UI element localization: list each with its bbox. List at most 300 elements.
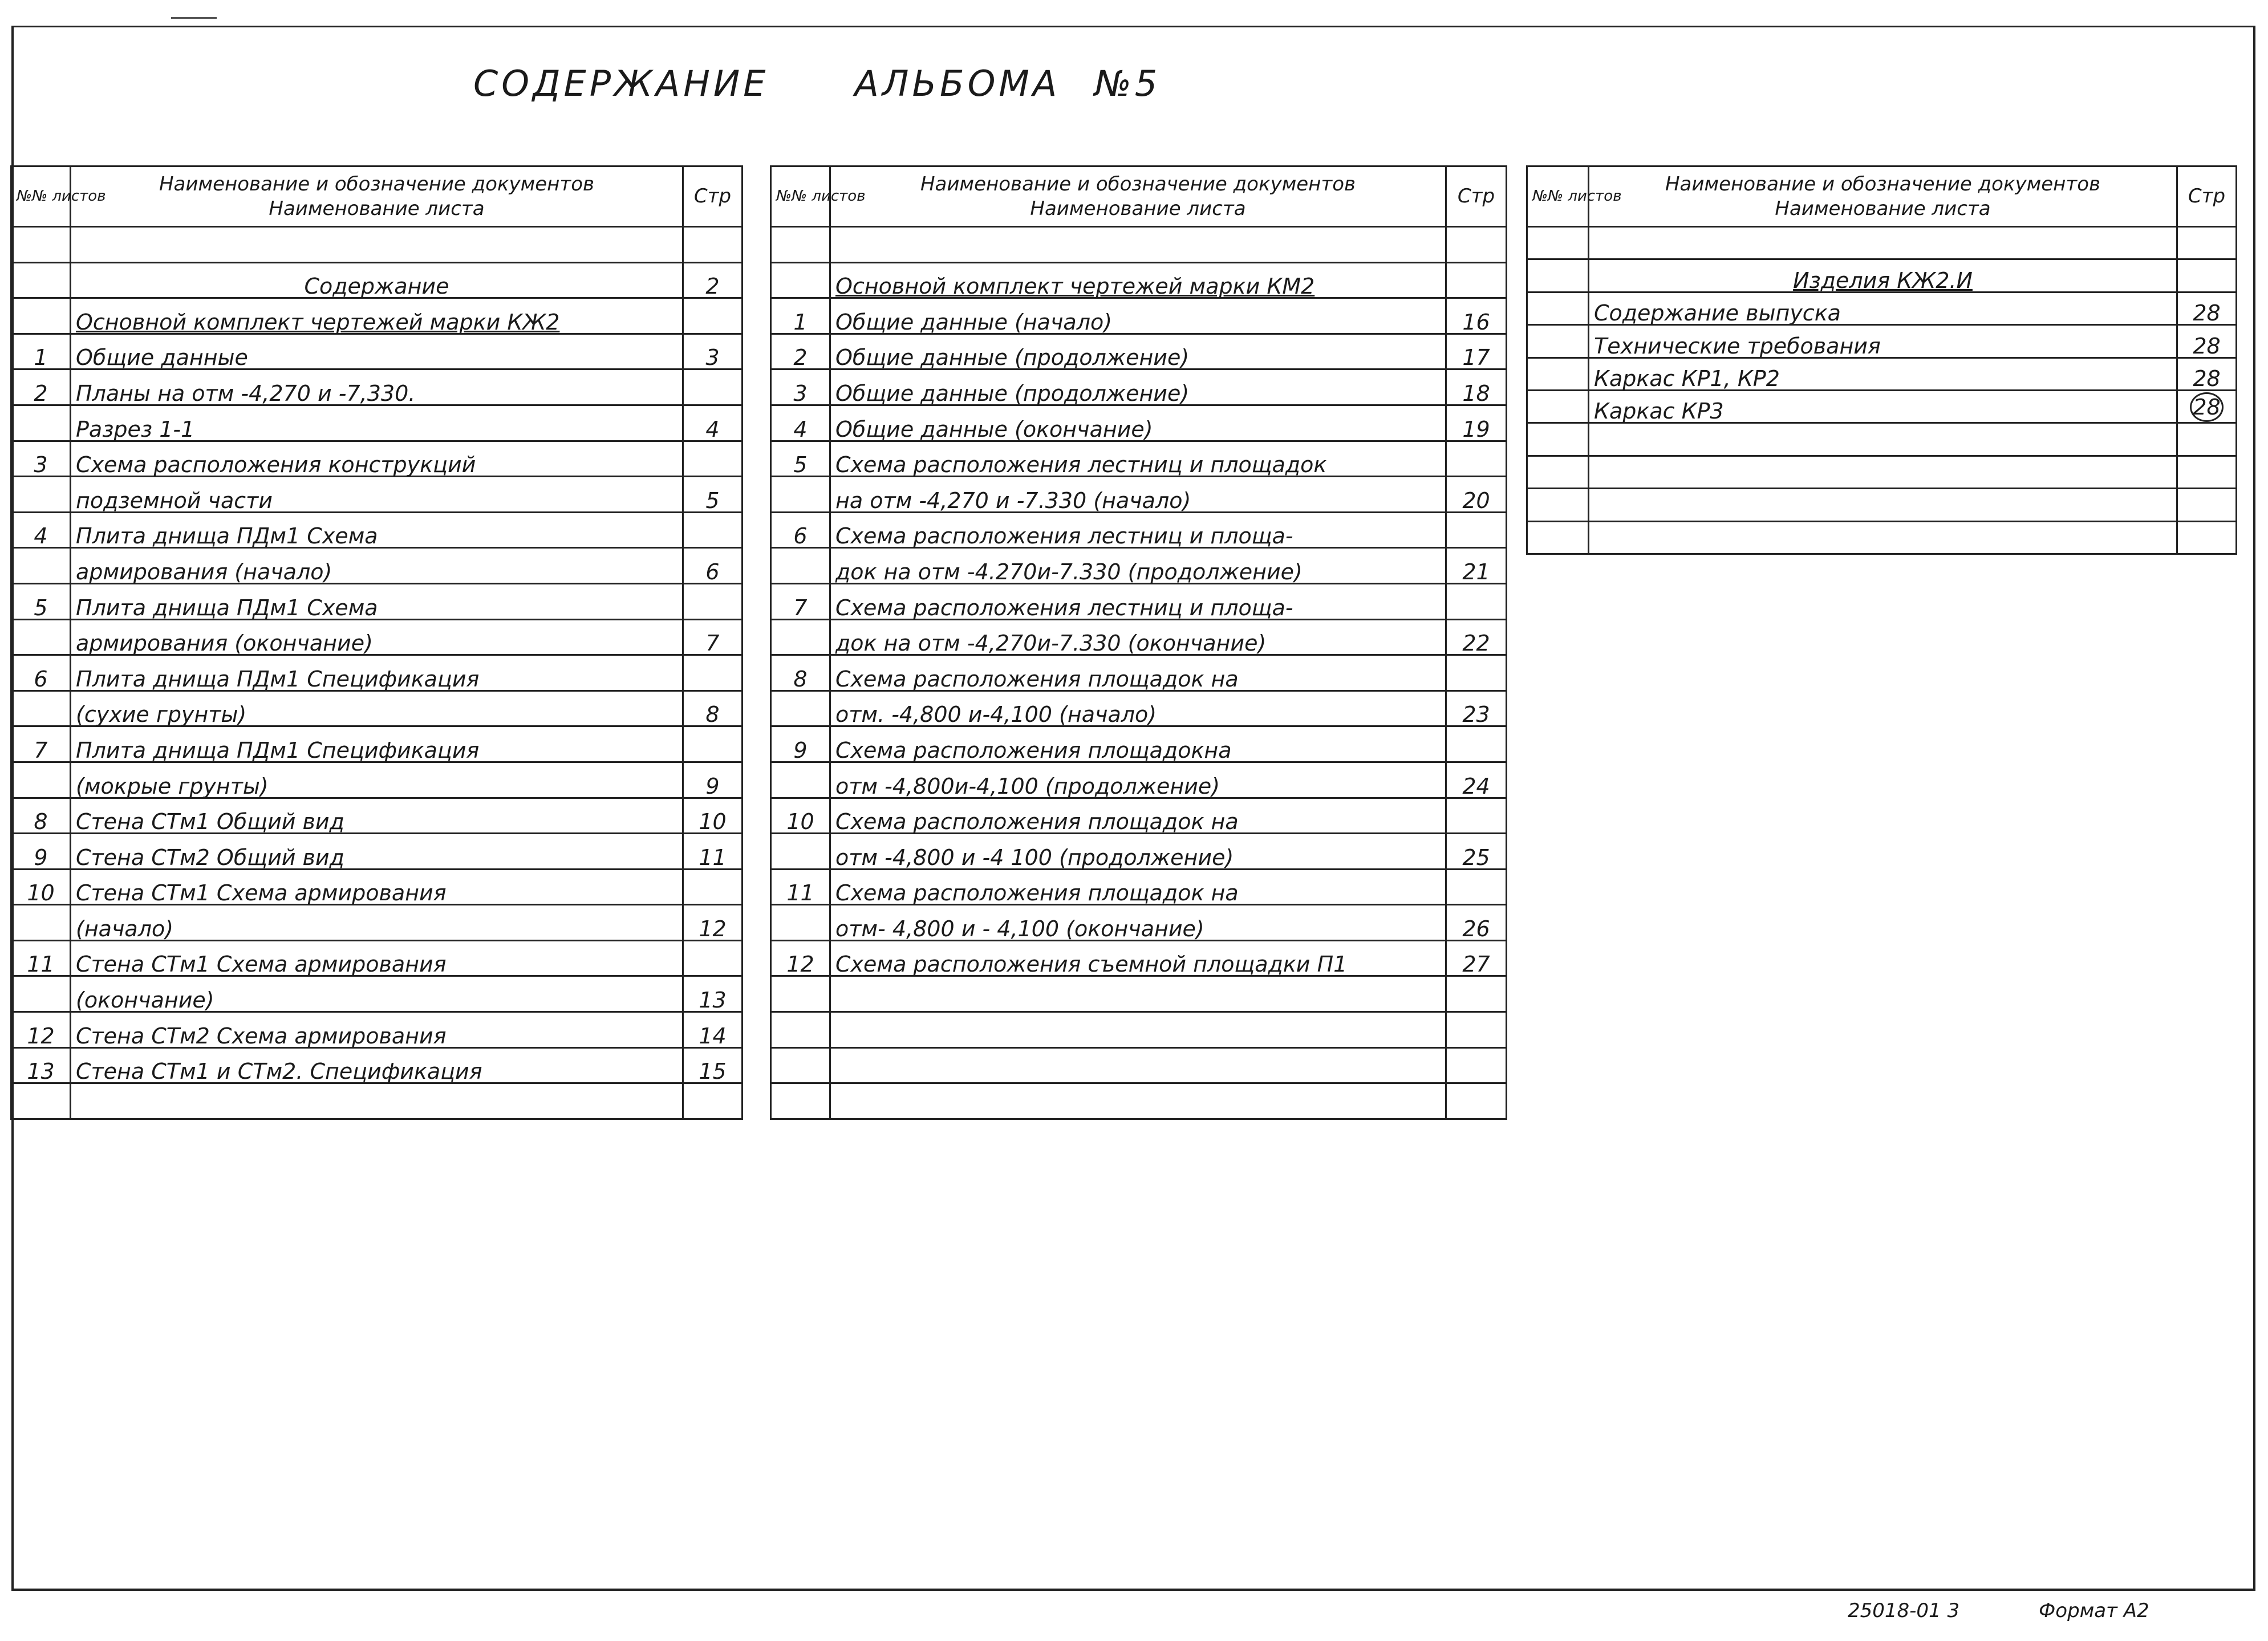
page-number: 17	[1462, 345, 1490, 371]
page-number-cell	[1446, 1047, 1507, 1083]
sheet-number	[1527, 489, 1589, 521]
sheet-title-cell	[1589, 456, 2177, 488]
page-number: 28	[2193, 365, 2221, 391]
contents-table-items	[1526, 165, 2237, 555]
table-header	[1527, 166, 2237, 227]
sheet-number: 4	[11, 512, 71, 548]
page-number-cell	[1446, 1012, 1507, 1048]
sheet-title: Стена СТм1 Схема армирования	[76, 880, 447, 906]
page-number-cell	[683, 690, 743, 726]
sheet-title-cell	[71, 655, 683, 691]
sheet-title: Схема расположения площадок на	[835, 880, 1239, 906]
page-number: 22	[1462, 631, 1490, 656]
sheet-number: 4	[771, 405, 830, 441]
page-number-cell	[683, 512, 743, 548]
table-row	[11, 1083, 743, 1119]
page-number-cell	[1446, 655, 1507, 691]
header-document-name	[71, 166, 683, 227]
sheet-title-cell	[71, 405, 683, 441]
page-number: 11	[699, 844, 727, 870]
table-row	[11, 512, 743, 548]
page-number: 8	[705, 702, 720, 728]
table-row	[771, 583, 1507, 619]
page-number-cell	[1446, 976, 1507, 1012]
table-row	[771, 976, 1507, 1012]
sheet-title: армирования (начало)	[76, 559, 332, 584]
sheet-number: 11	[771, 869, 830, 905]
page-number: 12	[699, 916, 727, 941]
header-name-line-2: Наименование листа	[1775, 197, 1991, 220]
sheet-title-cell	[71, 690, 683, 726]
sheet-number	[771, 1083, 830, 1119]
sheet-title: (начало)	[76, 916, 174, 941]
sheet-title-cell	[830, 441, 1446, 477]
sheet-number	[1527, 259, 1589, 292]
sheet-title: Стена СТм2 Общий вид	[76, 844, 344, 870]
page-number: 7	[705, 631, 720, 656]
sheet-number: 1	[11, 334, 71, 369]
page-number-cell	[1446, 690, 1507, 726]
page-number-cell	[2177, 259, 2237, 292]
edge-mark	[171, 17, 217, 19]
contents-table-km2	[770, 165, 1507, 1120]
table-row	[11, 1047, 743, 1083]
table-header	[11, 166, 743, 227]
table-row	[1527, 259, 2237, 292]
table-row	[1527, 390, 2237, 423]
sheet-title: армирования (окончание)	[76, 631, 373, 656]
sheet-number	[771, 619, 830, 655]
table-row	[11, 976, 743, 1012]
sheet-title-cell	[71, 1047, 683, 1083]
sheet-title-cell	[830, 655, 1446, 691]
sheet-title: Общие данные	[76, 345, 248, 371]
table-row	[771, 548, 1507, 584]
page-number-cell	[2177, 227, 2237, 259]
sheet-number: 10	[11, 869, 71, 905]
sheet-title-cell	[71, 726, 683, 762]
page-number: 21	[1462, 559, 1490, 584]
sheet-title-cell	[830, 940, 1446, 976]
header-name-line-2: Наименование листа	[269, 197, 485, 220]
page-number: 24	[1462, 773, 1490, 799]
page-title	[473, 63, 1161, 104]
table-row	[771, 1083, 1507, 1119]
sheet-number	[11, 1083, 71, 1119]
table-row	[11, 1012, 743, 1048]
page-number-cell	[1446, 869, 1507, 905]
sheet-title-cell	[71, 548, 683, 584]
page-number-cell	[683, 619, 743, 655]
sheet-title: Схема расположения площадок на	[835, 809, 1239, 835]
sheet-title: Основной комплект чертежей марки КЖ2	[76, 309, 560, 335]
sheet-title: Основной комплект чертежей марки КМ2	[835, 274, 1315, 299]
table-row	[771, 441, 1507, 477]
header-page: Стр	[1446, 166, 1507, 227]
sheet-title-cell	[71, 512, 683, 548]
page-number-cell	[1446, 441, 1507, 477]
sheet-number	[771, 477, 830, 513]
table-row	[771, 512, 1507, 548]
table-row	[771, 940, 1507, 976]
page-number-cell	[683, 762, 743, 798]
page-number-cell	[683, 334, 743, 369]
page-number-cell	[1446, 405, 1507, 441]
page-number-cell	[1446, 227, 1507, 263]
page-number-cell	[1446, 905, 1507, 941]
table-row	[11, 369, 743, 405]
sheet-number: 9	[11, 834, 71, 870]
page-number: 2	[705, 274, 720, 299]
page-number-cell	[683, 548, 743, 584]
title-part-1: СОДЕРЖАНИЕ	[473, 63, 769, 104]
sheet-number: 10	[771, 798, 830, 834]
sheet-title: (сухие грунты)	[76, 702, 247, 728]
table-row	[11, 548, 743, 584]
table-row	[11, 726, 743, 762]
table-row	[771, 869, 1507, 905]
page-number: 27	[1462, 952, 1490, 977]
sheet-title: отм -4,800и-4,100 (продолжение)	[835, 773, 1220, 799]
table-header	[771, 166, 1507, 227]
sheet-title-cell	[830, 477, 1446, 513]
sheet-number	[11, 298, 71, 334]
table-row	[771, 334, 1507, 369]
page-number-cell	[683, 940, 743, 976]
table-row	[11, 798, 743, 834]
sheet-number	[11, 976, 71, 1012]
sheet-title: Каркас КР3	[1594, 399, 1724, 424]
sheet-title: (мокрые грунты)	[76, 773, 269, 799]
sheet-title: Стена СТм1 Схема армирования	[76, 952, 447, 977]
sheet-format: Формат А2	[2039, 1599, 2149, 1622]
page-number: 28	[2193, 300, 2221, 326]
table-row	[1527, 456, 2237, 488]
sheet-title: на отм -4,270 и -7.330 (начало)	[835, 488, 1191, 513]
sheet-title: отм- 4,800 и - 4,100 (окончание)	[835, 916, 1204, 941]
header-name-line-1: Наименование и обозначение документов	[1665, 173, 2101, 196]
table-row	[1527, 325, 2237, 358]
page-number-cell	[2177, 358, 2237, 390]
sheet-title: Стена СТм1 Общий вид	[76, 809, 344, 835]
page-number-cell	[1446, 619, 1507, 655]
page-number-cell	[683, 834, 743, 870]
sheet-title: Схема расположения лестниц и площа-	[835, 523, 1293, 549]
sheet-title-cell	[71, 798, 683, 834]
sheet-title-cell	[71, 369, 683, 405]
page-number: 6	[705, 559, 720, 584]
page-number: 18	[1462, 380, 1490, 406]
sheet-number	[771, 690, 830, 726]
table-row	[771, 655, 1507, 691]
table-row	[771, 298, 1507, 334]
header-page: Стр	[2177, 166, 2237, 227]
table-row	[1527, 521, 2237, 554]
sheet-title: Планы на отм -4,270 и -7,330.	[76, 380, 416, 406]
sheet-title-cell	[1589, 325, 2177, 358]
sheet-number	[771, 976, 830, 1012]
table-row	[771, 1047, 1507, 1083]
table-row	[771, 369, 1507, 405]
sheet-title: Плита днища ПДм1 Схема	[76, 523, 378, 549]
sheet-title: Общие данные (продолжение)	[835, 345, 1190, 371]
sheet-number: 8	[11, 798, 71, 834]
page-number-cell	[1446, 583, 1507, 619]
header-name-line-2: Наименование листа	[1030, 197, 1246, 220]
sheet-title: Схема расположения площадок на	[835, 666, 1239, 692]
table-row	[771, 905, 1507, 941]
sheet-number	[771, 262, 830, 298]
sheet-title-cell	[1589, 423, 2177, 456]
sheet-title-cell	[830, 548, 1446, 584]
sheet-number	[1527, 358, 1589, 390]
sheet-title-cell	[830, 227, 1446, 263]
sheet-title-cell	[71, 262, 683, 298]
sheet-title-cell	[830, 334, 1446, 369]
sheet-number: 8	[771, 655, 830, 691]
sheet-title: Стена СТм1 и СТм2. Спецификация	[76, 1059, 482, 1084]
sheet-number	[771, 1012, 830, 1048]
sheet-number: 2	[771, 334, 830, 369]
page-number-cell	[1446, 298, 1507, 334]
sheet-title-cell	[830, 726, 1446, 762]
sheet-title-cell	[830, 976, 1446, 1012]
table-row	[1527, 292, 2237, 324]
sheet-title: Содержание выпуска	[1594, 300, 1841, 326]
page-number-cell	[683, 726, 743, 762]
page-number-cell	[683, 976, 743, 1012]
table-row	[11, 477, 743, 513]
table-row	[1527, 489, 2237, 521]
sheet-title-cell	[830, 619, 1446, 655]
page-number: 10	[699, 809, 727, 835]
page-number-cell	[683, 655, 743, 691]
page-number-cell	[683, 1047, 743, 1083]
page-number-cell	[683, 298, 743, 334]
sheet-number	[1527, 227, 1589, 259]
sheet-number	[1527, 325, 1589, 358]
sheet-number	[771, 1047, 830, 1083]
title-part-2: АЛЬБОМА	[854, 63, 1061, 104]
page-number-cell	[683, 477, 743, 513]
sheet-title: док на отм -4,270и-7.330 (окончание)	[835, 631, 1267, 656]
table-row	[771, 1012, 1507, 1048]
table-row	[1527, 358, 2237, 390]
page-number-cell	[683, 262, 743, 298]
table-row	[771, 798, 1507, 834]
sheet-title: Общие данные (окончание)	[835, 416, 1153, 442]
page-number-cell	[1446, 726, 1507, 762]
page-number-cell	[683, 369, 743, 405]
page-number: 23	[1462, 702, 1490, 728]
sheet-number: 2	[11, 369, 71, 405]
sheet-title-cell	[1589, 390, 2177, 423]
sheet-number	[11, 405, 71, 441]
page-number-cell	[1446, 477, 1507, 513]
sheet-title-cell	[830, 262, 1446, 298]
sheet-number: 11	[11, 940, 71, 976]
sheet-number	[11, 619, 71, 655]
document-code: 25018-01 3	[1848, 1599, 1960, 1622]
page-number: 25	[1462, 844, 1490, 870]
sheet-title-cell	[71, 905, 683, 941]
header-name-line-1: Наименование и обозначение документов	[159, 173, 595, 196]
table-row	[11, 262, 743, 298]
sheet-title: Разрез 1-1	[76, 416, 195, 442]
table-row	[11, 583, 743, 619]
page-number-cell	[2177, 521, 2237, 554]
sheet-title-cell	[1589, 521, 2177, 554]
page-number-cell	[683, 869, 743, 905]
page-number: 16	[1462, 309, 1490, 335]
sheet-title-cell	[71, 441, 683, 477]
page-number: 19	[1462, 416, 1490, 442]
sheet-number	[11, 762, 71, 798]
page-number: 15	[699, 1059, 727, 1084]
sheet-title: (окончание)	[76, 988, 214, 1013]
page-number: 26	[1462, 916, 1490, 941]
table-row	[11, 298, 743, 334]
contents-table-kzh2	[10, 165, 743, 1120]
page-number: 14	[699, 1023, 727, 1049]
sheet-number	[11, 690, 71, 726]
sheet-title-cell	[71, 298, 683, 334]
sheet-title-cell	[830, 762, 1446, 798]
header-name-line-1: Наименование и обозначение документов	[920, 173, 1356, 196]
sheet-title-cell	[71, 1083, 683, 1119]
table-row	[11, 690, 743, 726]
sheet-number: 12	[11, 1012, 71, 1048]
table-row	[771, 619, 1507, 655]
page-number-cell	[683, 583, 743, 619]
sheet-number: 3	[771, 369, 830, 405]
title-part-3: №5	[1094, 63, 1161, 104]
sheet-number: 12	[771, 940, 830, 976]
page-number-cell	[2177, 423, 2237, 456]
page-number-cell	[2177, 456, 2237, 488]
sheet-title-cell	[1589, 489, 2177, 521]
sheet-title: Схема расположения съемной площадки П1	[835, 952, 1348, 977]
table-row	[771, 690, 1507, 726]
sheet-title-cell	[71, 1012, 683, 1048]
sheet-number	[1527, 292, 1589, 324]
table-row	[11, 405, 743, 441]
page-number-cell	[1446, 1083, 1507, 1119]
sheet-title-cell	[830, 798, 1446, 834]
sheet-number	[11, 548, 71, 584]
header-sheet-number: №№ листов	[771, 166, 830, 227]
sheet-title: Плита днища ПДм1 Спецификация	[76, 737, 480, 763]
sheet-number: 9	[771, 726, 830, 762]
sheet-number: 5	[11, 583, 71, 619]
sheet-title-cell	[830, 1047, 1446, 1083]
sheet-title-cell	[71, 834, 683, 870]
page-number-cell	[683, 1083, 743, 1119]
page-number-cell	[683, 1012, 743, 1048]
sheet-title-cell	[830, 583, 1446, 619]
header-document-name	[1589, 166, 2177, 227]
sheet-title-cell	[71, 227, 683, 263]
page-number-cell	[683, 441, 743, 477]
table-row	[1527, 227, 2237, 259]
sheet-title-cell	[1589, 227, 2177, 259]
page-number: 28	[2190, 392, 2223, 422]
page-number: 20	[1462, 488, 1490, 513]
sheet-number	[11, 227, 71, 263]
page-number-cell	[1446, 940, 1507, 976]
sheet-number	[11, 262, 71, 298]
page-number: 13	[699, 988, 727, 1013]
sheet-number: 6	[11, 655, 71, 691]
sheet-title-cell	[830, 512, 1446, 548]
sheet-title-cell	[1589, 358, 2177, 390]
sheet-number	[11, 477, 71, 513]
sheet-number: 6	[771, 512, 830, 548]
sheet-title-cell	[71, 762, 683, 798]
page-number-cell	[683, 905, 743, 941]
sheet-title-cell	[71, 976, 683, 1012]
table-row	[11, 655, 743, 691]
sheet-title: отм. -4,800 и-4,100 (начало)	[835, 702, 1157, 728]
sheet-title: Схема расположения лестниц и площа-	[835, 595, 1293, 620]
sheet-title: Содержание	[304, 274, 449, 299]
page-number-cell	[1446, 512, 1507, 548]
page-number: 4	[705, 416, 720, 442]
sheet-number	[1527, 521, 1589, 554]
sheet-title: Схема расположения конструкций	[76, 452, 476, 478]
table-row	[11, 940, 743, 976]
sheet-title-cell	[830, 1012, 1446, 1048]
page-number-cell	[1446, 334, 1507, 369]
page-number-cell	[2177, 390, 2237, 423]
sheet-title: Схема расположения лестниц и площадок	[835, 452, 1327, 478]
page-number-cell	[1446, 369, 1507, 405]
sheet-number: 5	[771, 441, 830, 477]
table-row	[11, 834, 743, 870]
sheet-title-cell	[71, 334, 683, 369]
sheet-title: Изделия КЖ2.И	[1793, 267, 1973, 293]
sheet-number: 7	[11, 726, 71, 762]
table-row	[771, 726, 1507, 762]
sheet-title-cell	[71, 869, 683, 905]
table-row	[771, 762, 1507, 798]
sheet-title: Стена СТм2 Схема армирования	[76, 1023, 447, 1049]
sheet-title-cell	[830, 298, 1446, 334]
header-document-name	[830, 166, 1446, 227]
page-number-cell	[683, 227, 743, 263]
sheet-title: Общие данные (продолжение)	[835, 380, 1190, 406]
header-sheet-number: №№ листов	[1527, 166, 1589, 227]
page-number-cell	[1446, 798, 1507, 834]
sheet-number	[771, 762, 830, 798]
table-row	[11, 869, 743, 905]
sheet-number	[771, 905, 830, 941]
sheet-number	[771, 548, 830, 584]
sheet-title: Каркас КР1, КР2	[1594, 365, 1780, 391]
sheet-title-cell	[830, 834, 1446, 870]
sheet-title-cell	[830, 369, 1446, 405]
sheet-number: 13	[11, 1047, 71, 1083]
sheet-title-cell	[830, 869, 1446, 905]
table-row	[11, 762, 743, 798]
sheet-title-cell	[71, 477, 683, 513]
page-number-cell	[683, 405, 743, 441]
page-number-cell	[1446, 762, 1507, 798]
sheet-title-cell	[1589, 292, 2177, 324]
table-row	[11, 227, 743, 263]
sheet-title-cell	[830, 405, 1446, 441]
sheet-title: подземной части	[76, 488, 273, 513]
